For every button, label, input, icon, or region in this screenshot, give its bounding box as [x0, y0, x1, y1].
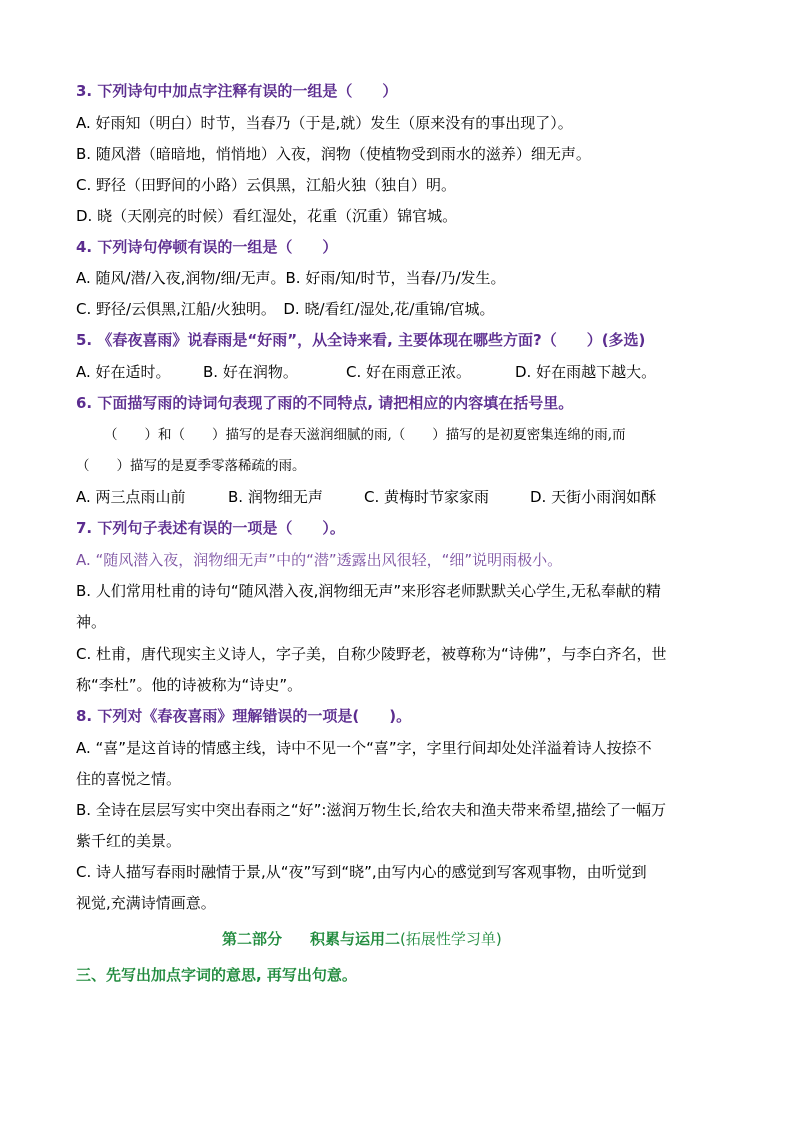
part-2-subtitle: (拓展性学习单) — [400, 930, 502, 948]
question-6-title: 6. 下面描写雨的诗词句表现了雨的不同特点, 请把相应的内容填在括号里。 — [76, 394, 574, 412]
part-2-label: 第二部分 — [222, 930, 283, 948]
question-5-title: 5. 《春夜喜雨》说春雨是“好雨”，从全诗来看, 主要体现在哪些方面?（ ）(多选) — [76, 331, 646, 349]
question-5-option-a: A. 好在适时。 — [76, 363, 171, 381]
question-6-option-d: D. 天街小雨润如酥 — [530, 488, 657, 506]
question-6-option-b: B. 润物细无声 — [228, 488, 323, 506]
question-8-option-a-line-1: A. “喜”是这首诗的情感主线，诗中不见一个“喜”字，字里行间却处处洋溢着诗人按捺不 — [76, 739, 652, 757]
question-7-option-a: A. “随风潜入夜，润物细无声”中的“潜”透露出风很轻，“细”说明雨极小。 — [76, 551, 563, 569]
question-6-option-a: A. 两三点雨山前 — [76, 488, 186, 506]
question-6-fill-line-1: （ ）和（ ）描写的是春天滋润细腻的雨,（ ）描写的是初夏密集连绵的雨,而 — [104, 427, 626, 443]
question-7-option-b-line-2: 神。 — [76, 613, 107, 631]
question-3-title: 3. 下列诗句中加点字注释有误的一组是（ ） — [76, 82, 398, 100]
question-8-option-b-line-2: 紫千红的美景。 — [76, 832, 182, 850]
question-8-option-a-line-2: 住的喜悦之情。 — [76, 770, 182, 788]
part-2-title: 积累与运用二 — [310, 930, 401, 948]
question-3-option-d: D. 晓（天刚亮的时候）看红湿处，花重（沉重）锦官城。 — [76, 207, 458, 225]
question-8-option-b-line-1: B. 全诗在层层写实中突出春雨之“好”:滋润万物生长,给农夫和渔夫带来希望,描绘了一幅万 — [76, 801, 666, 819]
question-4-options-cd: C. 野径/云俱黑,江船/火独明。 D. 晓/看红/湿处,花/重锦/官城。 — [76, 300, 495, 318]
question-7-title: 7. 下列句子表述有误的一项是（ ）。 — [76, 519, 345, 537]
question-3-option-c: C. 野径（田野间的小路）云俱黑，江船火独（独自）明。 — [76, 176, 457, 194]
question-6-fill-line-2: （ ）描写的是夏季零落稀疏的雨。 — [76, 458, 306, 474]
question-8-option-c-line-1: C. 诗人描写春雨时融情于景,从“夜”写到“晓”,由写内心的感觉到写客观事物，由听觉到 — [76, 863, 647, 881]
question-5-option-b: B. 好在润物。 — [203, 363, 298, 381]
question-4-title: 4. 下列诗句停顿有误的一组是（ ） — [76, 238, 338, 256]
question-6-option-c: C. 黄梅时节家家雨 — [364, 488, 490, 506]
part-2-heading — [222, 928, 502, 950]
question-5-option-d: D. 好在雨越下越大。 — [515, 363, 657, 381]
section-3-title: 三、先写出加点字词的意思, 再写出句意。 — [76, 966, 357, 984]
question-7-option-b-line-1: B. 人们常用杜甫的诗句“随风潜入夜,润物细无声”来形容老师默默关心学生,无私奉献的精 — [76, 582, 661, 600]
question-3-option-b: B. 随风潜（暗暗地，悄悄地）入夜，润物（使植物受到雨水的滋养）细无声。 — [76, 145, 591, 163]
question-5-option-c: C. 好在雨意正浓。 — [346, 363, 472, 381]
question-4-options-ab: A. 随风/潜/入夜,润物/细/无声。B. 好雨/知/时节，当春/乃/发生。 — [76, 269, 506, 287]
question-7-option-c-line-1: C. 杜甫，唐代现实主义诗人，字子美，自称少陵野老，被尊称为“诗佛”，与李白齐名，世 — [76, 645, 667, 663]
question-8-option-c-line-2: 视觉,充满诗情画意。 — [76, 894, 216, 912]
question-7-option-c-line-2: 称“李杜”。他的诗被称为“诗史”。 — [76, 676, 303, 694]
question-8-title: 8. 下列对《春夜喜雨》理解错误的一项是( )。 — [76, 707, 412, 725]
question-3-option-a: A. 好雨知（明白）时节，当春乃（于是,就）发生（原来没有的事出现了）。 — [76, 114, 573, 132]
